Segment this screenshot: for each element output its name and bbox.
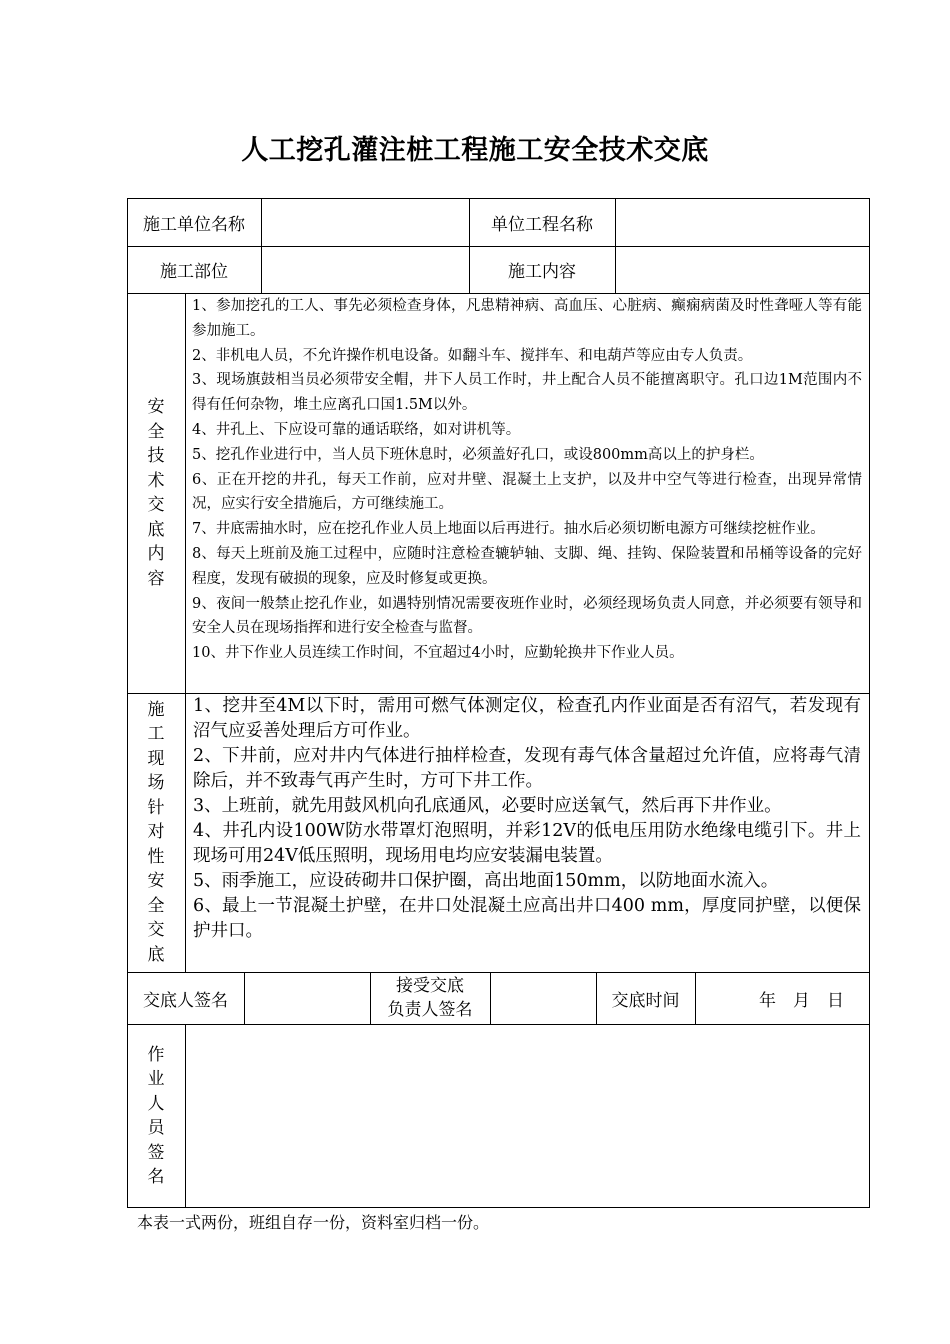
list-item: 3、上班前，就先用鼓风机向孔底通风，必要时应送氧气，然后再下井作业。 [193,796,782,816]
list-item: 4、井孔上、下应设可靠的通话联络，如对讲机等。 [192,421,521,438]
site-specific-list [193,694,861,944]
list-item: 6、最上一节混凝土护壁，在井口处混凝土应高出井口400 mm，厚度同护壁，以便保护井口。 [193,896,861,941]
receiver-signature-field[interactable] [490,972,596,1024]
list-item: 2、非机电人员，不允许操作机电设备。如翻斗车、搅拌车、和电葫芦等应由专人负责。 [192,347,753,364]
footer-note: 本表一式两份，班组自存一份，资料室归档一份。 [137,1213,490,1232]
list-item: 6、正在开挖的井孔，每天工作前，应对井壁、混凝土上支护，以及井中空气等进行检查，出现异常情况，应实行安全措施后，方可继续施工。 [192,471,862,513]
project-name-label: 单位工程名称 [491,214,593,235]
list-item: 2、下井前，应对井内气体进行抽样检查，发现有毒气体含量超过允许值，应将毒气清除后，并不致毒气再产生时，方可下井工作。 [193,746,861,791]
list-item: 1、参加挖孔的工人、事先必须检查身体，凡患精神病、高血压、心脏病、癫痫病菌及时性聋哑人等有能参加施工。 [192,298,862,339]
handover-date-field[interactable]: 年 月 日 [759,990,844,1011]
list-item: 10、井下作业人员连续工作时间，不宜超过4小时，应勤轮换井下作业人员。 [192,645,684,662]
list-item: 7、井底需抽水时，应在挖孔作业人员上地面以后再进行。抽水后必须切断电源方可继续挖桩作业。 [192,521,825,538]
list-item: 4、井孔内设100W防水带罩灯泡照明，并彩12V的低电压用防水绝缘电缆引下。井上现场可用24V低压照明，现场用电均应安装漏电装置。 [193,821,861,866]
safety-tech-list [192,294,862,666]
unit-name-field[interactable] [261,198,469,246]
workers-signature-field[interactable] [186,1025,869,1207]
construction-part-label: 施工部位 [160,262,228,282]
list-item: 9、夜间一般禁止挖孔作业，如遇特别情况需要夜班作业时，必须经现场负责人同意，并必须要有领导和安全人员在现场指挥和进行安全检查与监督。 [192,595,862,637]
unit-name-label: 施工单位名称 [143,214,245,235]
workers-signature-label: 作 业 人 员 签 名 [147,1044,165,1187]
handover-time-label: 交底时间 [611,990,680,1011]
list-item: 5、雨季施工，应设砖砌井口保护圈，高出地面150mm，以防地面水流入。 [193,871,779,891]
safety-tech-label: 安 全 技 术 交 底 内 容 [147,397,165,589]
receiver-signature-label: 接受交底 负责人签名 [387,976,473,1020]
construction-content-field[interactable] [615,246,870,293]
construction-content-label: 施工内容 [508,262,576,282]
list-item: 1、挖井至4M以下时，需用可燃气体测定仪，检查孔内作业面是否有沼气，若发现有沼气应妥善处理后方可作业。 [193,696,861,741]
list-item: 8、每天上班前及施工过程中，应随时注意检查辘轳轴、支脚、绳、挂钩、保险装置和吊桶等设备的完好程度，发现有破损的现象，应及时修复或更换。 [192,545,862,587]
site-specific-label: 施 工 现 场 针 对 性 安 全 交 底 [147,699,165,965]
list-item: 3、现场旗鼓相当员必须带安全帽，井下人员工作时，井上配合人员不能擅离职守。孔口边1M范围内不得有任何杂物，堆土应离孔口国1.5M以外。 [192,372,862,414]
construction-part-field[interactable] [261,246,469,293]
handover-signature-field[interactable] [244,972,370,1024]
project-name-field[interactable] [615,198,870,246]
handover-signature-label: 交底人签名 [143,990,228,1011]
list-item: 5、挖孔作业进行中，当人员下班休息时，必须盖好孔口，或设800mm高以上的护身栏。 [192,446,764,463]
document-title: 人工挖孔灌注桩工程施工安全技术交底 [241,135,709,166]
